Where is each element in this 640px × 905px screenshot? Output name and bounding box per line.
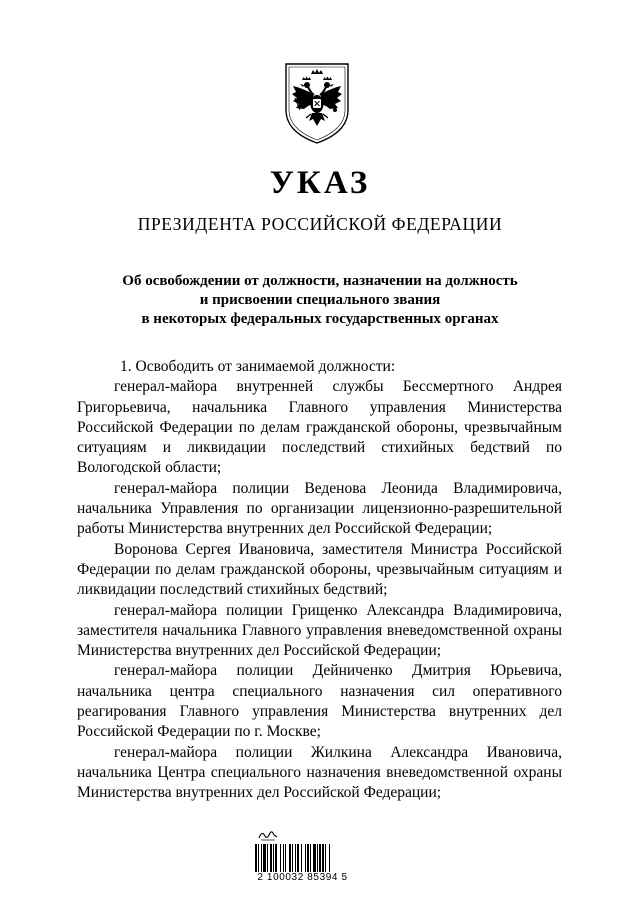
signature-mark-icon bbox=[257, 828, 279, 842]
barcode-bar bbox=[297, 844, 299, 872]
barcode-number: 2 100032 85394 5 bbox=[257, 872, 348, 883]
barcode-bar bbox=[317, 844, 318, 872]
paragraph: генерал-майора полиции Веденова Леонида Владимировича, начальника Управления по организации лицензионно-разрешительной работы Министерства внутренних дел Российской Федерации; bbox=[77, 479, 562, 538]
barcode-bar bbox=[313, 844, 316, 872]
document-heading-line: и присвоении специального звания bbox=[199, 292, 441, 308]
barcode-bar bbox=[325, 844, 326, 872]
paragraph: генерал-майора полиции Жилкина Александра Ивановича, начальника Центра специального назначения вневедомственной охраны Министерства внутренних дел Российской Федерации; bbox=[77, 743, 562, 802]
barcode-block bbox=[240, 828, 365, 888]
barcode-bar bbox=[301, 844, 302, 872]
barcode-bar bbox=[273, 844, 274, 872]
barcode-bar bbox=[329, 844, 330, 872]
coat-of-arms-emblem bbox=[278, 58, 356, 146]
barcode-icon bbox=[255, 844, 355, 872]
document-heading-line: Об освобождении от должности, назначении на должность bbox=[122, 273, 518, 289]
document-subtitle: ПРЕЗИДЕНТА РОССИЙСКОЙ ФЕДЕРАЦИИ bbox=[137, 214, 503, 234]
barcode-bar bbox=[280, 844, 281, 872]
double-headed-eagle-coat-of-arms-icon bbox=[278, 58, 356, 146]
document-heading-line: в некоторых федеральных государственных органах bbox=[141, 311, 499, 327]
paragraph: генерал-майора полиции Дейниченко Дмитрия Юрьевича, начальника центра специального назначения сил оперативного реагирования Главного управления Министерства внутренних дел Российской Федерации по г. Москве; bbox=[77, 662, 562, 741]
barcode-bar bbox=[275, 844, 277, 872]
document-title: УКАЗ bbox=[269, 165, 371, 201]
barcode-bar bbox=[263, 844, 266, 872]
barcode-bar bbox=[310, 844, 311, 872]
barcode-bar bbox=[261, 844, 262, 872]
paragraph: генерал-майора внутренней службы Бессмертного Андрея Григорьевича, начальника Главного управления Министерства Российской Федерации по делам гражданской обороны, чрезвычайным ситуациям и ликвидации последствий стихийных бедствий по Вологодской области; bbox=[77, 378, 562, 477]
barcode-bar bbox=[283, 844, 284, 872]
barcode-bar bbox=[292, 844, 293, 872]
barcode-bar bbox=[307, 844, 309, 872]
barcode-bar bbox=[289, 844, 291, 872]
barcode-bar bbox=[267, 844, 268, 872]
barcode-bar bbox=[270, 844, 272, 872]
barcode-bar bbox=[285, 844, 286, 872]
barcode-bar bbox=[258, 844, 259, 872]
barcode-bar bbox=[319, 844, 321, 872]
barcode-bar bbox=[322, 844, 324, 872]
paragraph: Воронова Сергея Ивановича, заместителя Министра Российской Федерации по делам гражданской обороны, чрезвычайным ситуациям и ликвидации последствий стихийных бедствий; bbox=[77, 540, 562, 599]
barcode-bar bbox=[295, 844, 296, 872]
barcode-bar bbox=[255, 844, 257, 872]
document-heading bbox=[80, 272, 560, 329]
document-body bbox=[77, 357, 562, 804]
barcode-bar bbox=[305, 844, 306, 872]
paragraph: 1. Освободить от занимаемой должности: bbox=[120, 358, 396, 375]
paragraph: генерал-майора полиции Грищенко Александра Владимировича, заместителя начальника Главного управления вневедомственной охраны Министерства внутренних дел Российской Федерации; bbox=[77, 601, 562, 660]
